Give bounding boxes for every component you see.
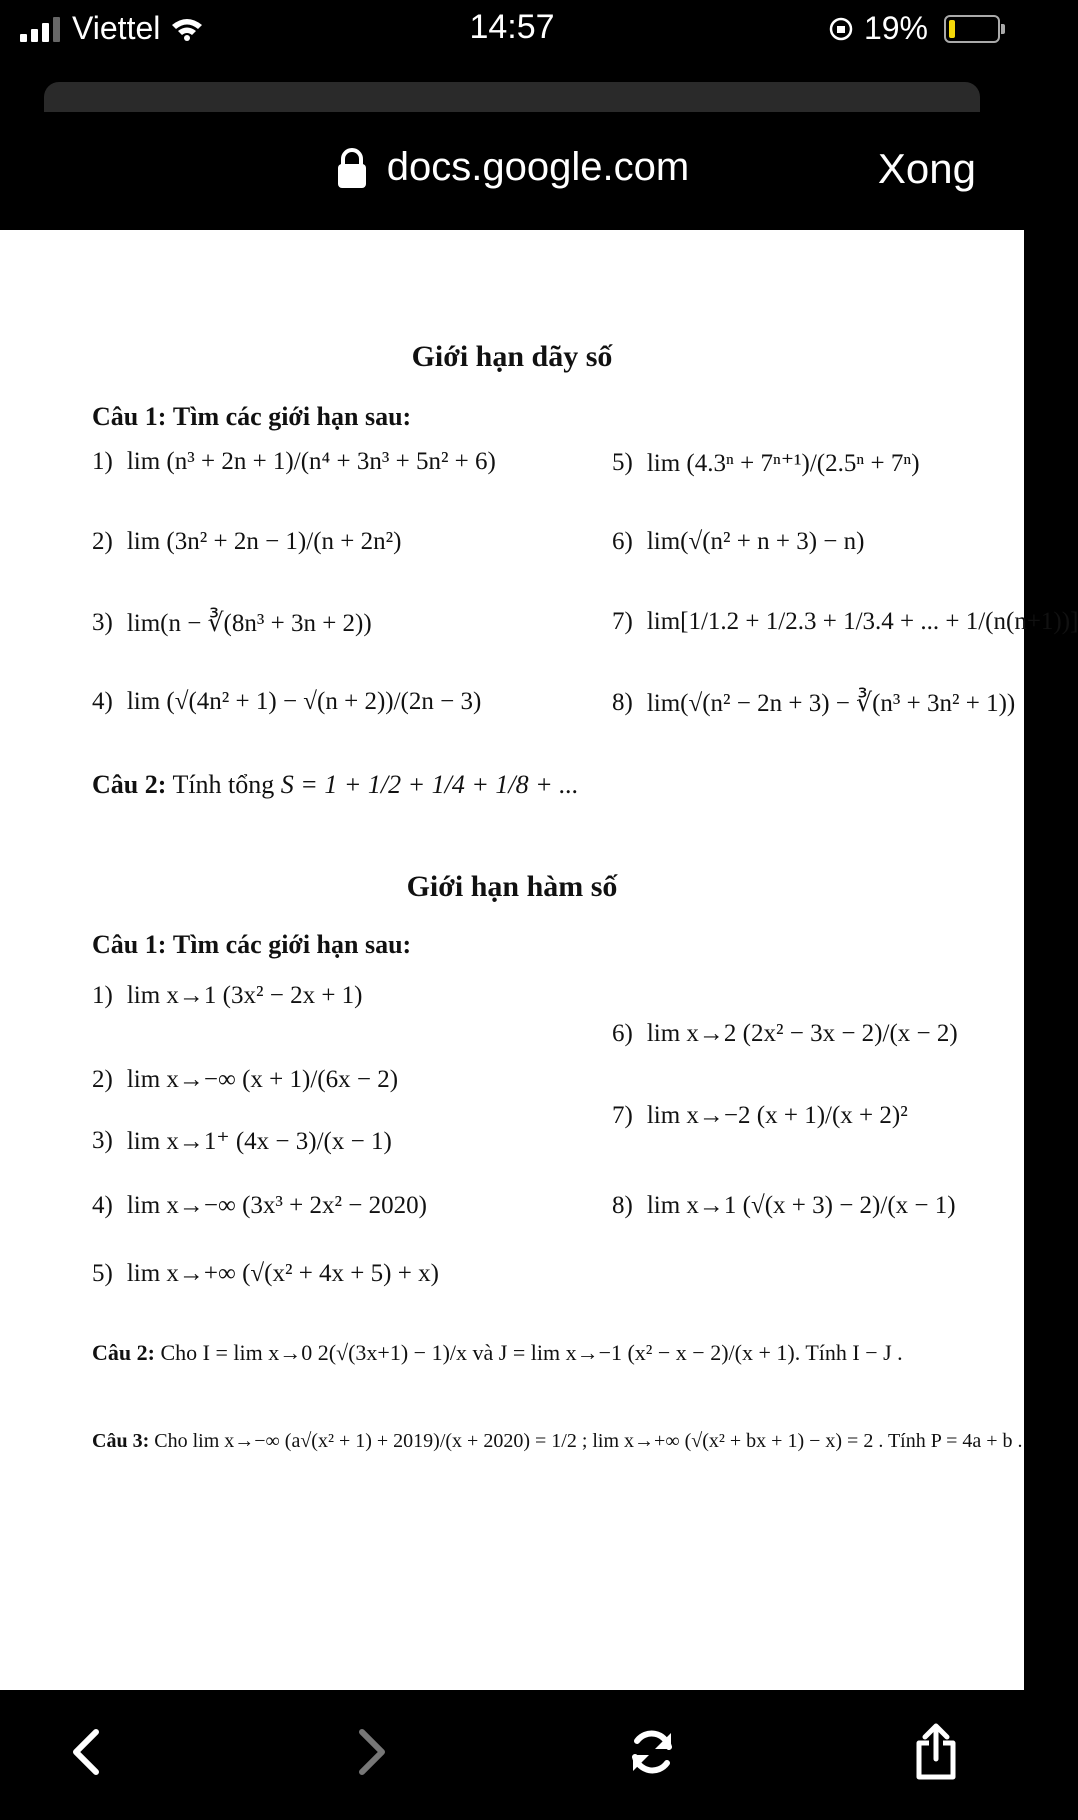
question-heading: Câu 3: Cho lim x→−∞ (a√(x² + 1) + 2019)/(x + 2020) = 1/2 ; lim x→+∞ (√(x² + bx + 1) − x) = 2 . Tính P = 4a + b .	[92, 1430, 1023, 1452]
back-icon	[66, 1727, 106, 1777]
question-heading: Câu 1: Tìm các giới hạn sau:	[92, 402, 412, 431]
limit-item: 5) lim x→+∞ (√(x² + 4x + 5) + x)	[92, 1260, 439, 1287]
question-heading: Câu 1: Tìm các giới hạn sau:	[92, 930, 412, 959]
battery-status: 19%	[828, 10, 1000, 47]
limit-item: 4) lim (√(4n² + 1) − √(n + 2))/(2n − 3)	[92, 688, 482, 715]
limit-item: 1) lim x→1 (3x² − 2x + 1)	[92, 982, 363, 1009]
back-button[interactable]	[46, 1712, 126, 1792]
document-page	[0, 230, 1078, 1690]
limit-item: 4) lim x→−∞ (3x³ + 2x² − 2020)	[92, 1192, 427, 1219]
sheet-handle	[44, 82, 980, 112]
reload-icon	[625, 1725, 679, 1779]
done-button[interactable]: Xong	[877, 145, 976, 192]
limit-item: 7) lim x→−2 (x + 1)/(x + 2)²	[612, 1102, 908, 1129]
orientation-lock-icon	[828, 16, 854, 42]
limit-item: 6) lim(√(n² + n + 3) − n)	[612, 528, 865, 555]
carrier: Viettel	[20, 10, 204, 47]
limit-item: 8) lim x→1 (√(x + 3) − 2)/(x − 1)	[612, 1192, 956, 1219]
clock: 14:57	[469, 8, 555, 46]
limit-item: 2) lim x→−∞ (x + 1)/(6x − 2)	[92, 1066, 399, 1093]
share-icon	[913, 1723, 959, 1781]
limit-item: 1) lim (n³ + 2n + 1)/(n⁴ + 3n³ + 5n² + 6)	[92, 448, 496, 475]
question-heading: Câu 2: Cho I = lim x→0 2(√(3x+1) − 1)/x và J = lim x→−1 (x² − x − 2)/(x + 1). Tính I − J .	[92, 1340, 903, 1365]
battery-icon	[944, 15, 1000, 43]
browser-header	[0, 60, 1024, 230]
forward-button[interactable]	[332, 1712, 412, 1792]
limit-item: 7) lim[1/1.2 + 1/2.3 + 1/3.4 + ... + 1/(n(n+1))]	[612, 608, 1078, 635]
limit-item: 8) lim(√(n² − 2n + 3) − ∛(n³ + 3n² + 1))	[612, 689, 1016, 717]
limit-item: 2) lim (3n² + 2n − 1)/(n + 2n²)	[92, 528, 402, 555]
browser-toolbar	[0, 1690, 1024, 1820]
reload-button[interactable]	[612, 1712, 692, 1792]
question-heading: Câu 2: Tính tổng S = 1 + 1/2 + 1/4 + 1/8 + ...	[92, 770, 579, 799]
section-title: Giới hạn hàm số	[406, 870, 618, 903]
status-bar	[0, 0, 1024, 60]
limit-item: 5) lim (4.3ⁿ + 7ⁿ⁺¹)/(2.5ⁿ + 7ⁿ)	[612, 449, 920, 477]
lock-icon	[335, 147, 369, 189]
section-title: Giới hạn dãy số	[411, 340, 613, 373]
limit-item: 3) lim x→1⁺ (4x − 3)/(x − 1)	[92, 1127, 392, 1155]
forward-icon	[352, 1727, 392, 1777]
limit-item: 6) lim x→2 (2x² − 3x − 2)/(x − 2)	[612, 1020, 958, 1047]
limit-item: 3) lim(n − ∛(8n³ + 3n + 2))	[92, 609, 372, 637]
share-button[interactable]	[896, 1712, 976, 1792]
address-bar[interactable]: docs.google.com	[0, 145, 1024, 190]
